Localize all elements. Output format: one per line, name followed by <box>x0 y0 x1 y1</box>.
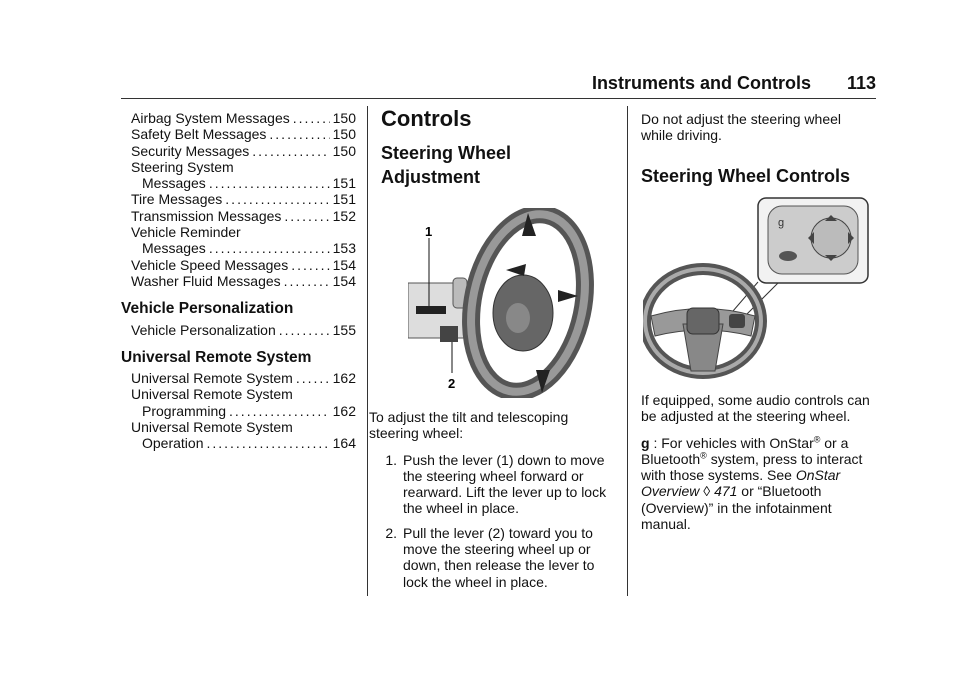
toc-leader <box>206 435 329 451</box>
step-text: Push the lever (1) down to move the steering wheel forward or rearward. Lift the lever up to lock the wheel in place. <box>403 451 607 517</box>
toc-entry[interactable] <box>131 208 356 224</box>
toc-entry[interactable] <box>131 191 356 207</box>
middle-text <box>369 409 619 598</box>
warning-text: Do not adjust the steering wheel while driving. <box>641 111 842 144</box>
adjust-steps <box>369 452 619 590</box>
toc-leader <box>293 110 330 126</box>
ref-symbol: ◊ <box>703 483 711 500</box>
toc-leader <box>296 370 330 386</box>
toc-entry-page: 162 <box>332 370 356 387</box>
toc-entry-title: Vehicle Speed Messages <box>131 256 289 273</box>
toc-entry-title: Steering System <box>131 158 234 175</box>
toc-entry[interactable] <box>131 126 356 142</box>
toc-entry-title: Operation <box>142 435 204 452</box>
toc-entry-title: Messages <box>142 240 206 257</box>
toc-entry-title: Universal Remote System <box>131 386 293 403</box>
toc-entry-title: Programming <box>142 402 227 419</box>
right-text <box>641 392 876 532</box>
arrow-right <box>558 290 578 302</box>
toc-entry[interactable] <box>131 273 356 289</box>
inset-dpad <box>811 218 851 258</box>
onstar-link[interactable]: OnStar Overview <box>641 467 841 500</box>
toc-entry[interactable] <box>131 110 356 126</box>
controls-heading: Controls <box>381 106 472 131</box>
toc-entry-title: Vehicle Personalization <box>131 321 276 338</box>
toc-list-personalization <box>131 322 356 338</box>
toc-leader <box>229 403 330 419</box>
toc-leader <box>225 191 329 207</box>
adjust-step <box>369 525 619 590</box>
toc-entry-title: Universal Remote System <box>131 419 293 436</box>
toc-entry-page: 162 <box>332 402 356 419</box>
toc-entry-page: 154 <box>332 256 356 273</box>
steering-adjust-illustration <box>408 208 598 403</box>
toc-entry-title: Transmission Messages <box>131 207 282 224</box>
toc-entry-title: Messages <box>142 175 206 192</box>
toc-entry-title: Safety Belt Messages <box>131 126 267 143</box>
toc-entry-page: 150 <box>332 110 356 126</box>
toc-entry-page: 150 <box>332 142 356 159</box>
toc-leader <box>209 240 330 256</box>
adjust-intro: To adjust the tilt and telescoping steering wheel: <box>369 409 569 442</box>
header-rule <box>121 98 876 99</box>
wheel-hub-2 <box>687 308 719 334</box>
toc-list-messages <box>131 110 356 289</box>
toc-heading-personalization: Vehicle Personalization <box>121 300 294 318</box>
steering-controls-illustration <box>643 196 873 391</box>
toc-entry-title: Airbag System Messages <box>131 110 290 126</box>
toc-entry-page: 154 <box>332 272 356 289</box>
callout-2: 2 <box>448 376 456 391</box>
page-number: 113 <box>846 73 876 93</box>
toc-leader <box>291 257 329 273</box>
middle-column <box>381 106 614 189</box>
toc-entry[interactable] <box>131 322 356 338</box>
toc-leader <box>279 322 330 338</box>
lever-2 <box>440 326 458 342</box>
right-column <box>641 111 876 188</box>
toc-entry-title: Tire Messages <box>131 191 223 208</box>
toc-entry[interactable] <box>131 159 356 175</box>
toc-entry[interactable] <box>131 386 356 402</box>
equipped-text: If equipped, some audio controls can be adjusted at the steering wheel. <box>641 392 870 425</box>
step-text: Pull the lever (2) toward you to move the steering wheel up or down, then release the lever to lock the wheel in place. <box>403 524 595 590</box>
step-number: 1. <box>385 451 397 468</box>
toc-entry-page: 164 <box>332 435 356 452</box>
toc-entry[interactable] <box>131 370 356 386</box>
callout-1: 1 <box>425 224 433 239</box>
toc-list-remote <box>131 370 356 451</box>
steering-controls-drawing <box>643 196 873 386</box>
toc-entry[interactable] <box>131 403 356 419</box>
lever-1 <box>416 306 446 314</box>
wheel-control-pad <box>729 314 745 328</box>
toc-entry-page: 152 <box>332 207 356 224</box>
toc-entry-title: Washer Fluid Messages <box>131 272 281 289</box>
toc-leader <box>269 126 329 142</box>
toc-entry-title: Security Messages <box>131 142 250 159</box>
toc-entry[interactable] <box>131 224 356 240</box>
toc-entry-page: 151 <box>332 175 356 192</box>
toc-column <box>121 110 356 452</box>
section-title: Instruments and Controls <box>591 73 811 93</box>
svg-text:ɡ: ɡ <box>778 217 785 229</box>
toc-entry-page: 151 <box>332 191 356 208</box>
onstar-page-ref[interactable]: 471 <box>714 483 738 500</box>
column-divider-1 <box>367 106 368 596</box>
toc-entry[interactable] <box>131 419 356 435</box>
step-number: 2. <box>385 524 397 541</box>
toc-leader <box>284 208 329 224</box>
toc-entry[interactable] <box>131 240 356 256</box>
steering-controls-heading: Steering Wheel Controls <box>641 165 851 186</box>
toc-leader <box>252 143 329 159</box>
voice-icon: ɡ <box>641 434 650 451</box>
toc-entry-page: 153 <box>332 240 356 257</box>
onstar-paragraph: ɡ : For vehicles with OnStar® or a Bluetooth® system, press to interact with those systems. See OnStar Overview ◊ 471 or “Bluetooth (Overview)” in the infotainment manual. <box>641 433 863 533</box>
toc-heading-remote: Universal Remote System <box>121 348 312 366</box>
toc-entry[interactable] <box>131 435 356 451</box>
column-divider-2 <box>627 106 628 596</box>
steering-wheel-drawing <box>408 208 598 398</box>
steering-adjust-heading: Steering Wheel Adjustment <box>381 143 512 188</box>
adjust-step <box>369 452 619 517</box>
toc-entry-title: Universal Remote System <box>131 370 293 387</box>
toc-entry[interactable] <box>131 143 356 159</box>
inset-phone-button <box>779 251 797 261</box>
toc-entry-page: 155 <box>332 321 356 338</box>
toc-leader <box>209 175 330 191</box>
toc-entry-page: 150 <box>332 126 356 143</box>
toc-entry-title: Vehicle Reminder <box>131 224 241 241</box>
toc-entry[interactable] <box>131 257 356 273</box>
running-header <box>592 73 876 94</box>
toc-leader <box>284 273 330 289</box>
toc-entry[interactable] <box>131 175 356 191</box>
arrow-left <box>506 264 526 276</box>
